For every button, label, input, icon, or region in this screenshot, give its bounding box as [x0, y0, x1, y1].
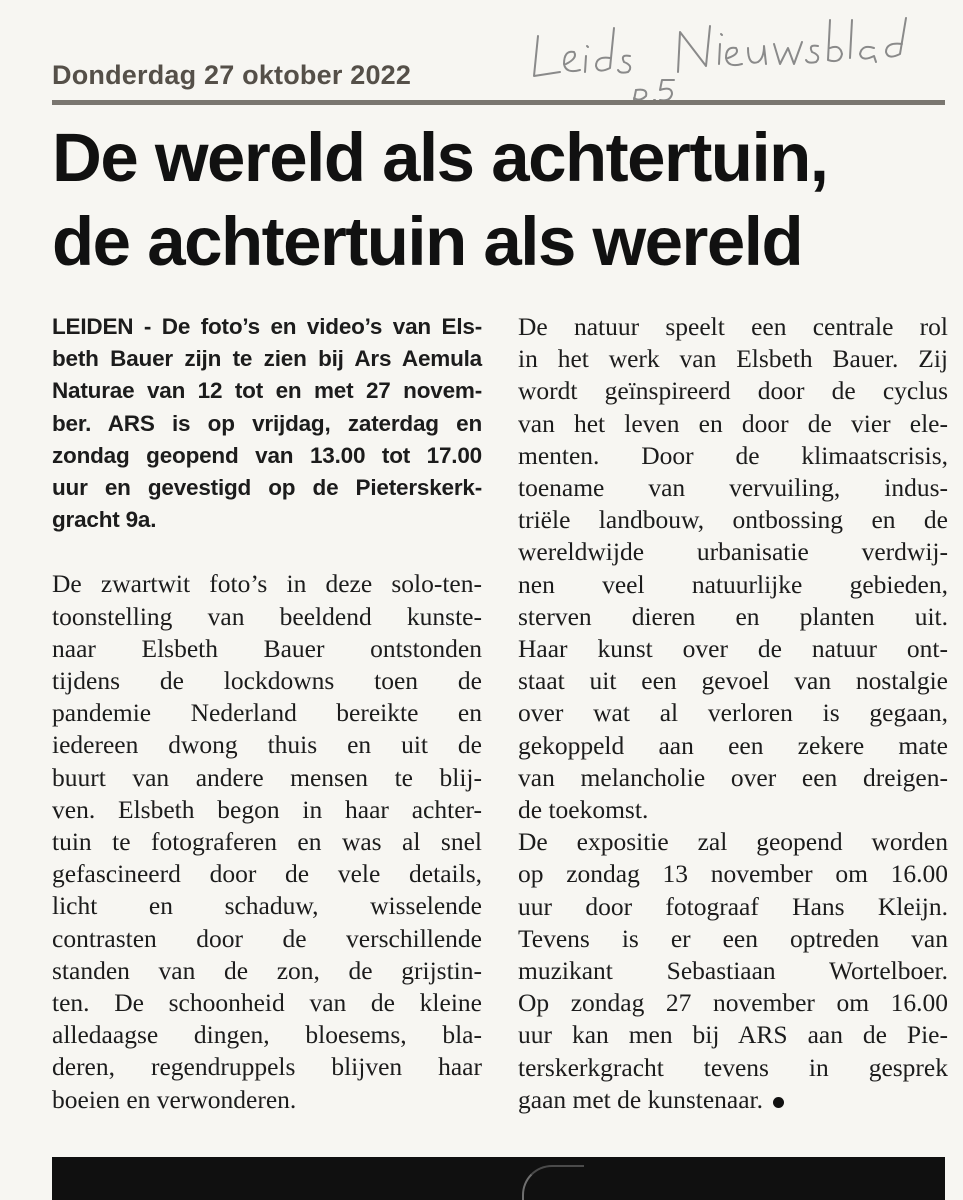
body-line: Haar kunst over de natuur ont- — [518, 634, 948, 664]
article-column-right — [518, 311, 948, 1116]
lead-separator: - — [133, 314, 162, 339]
body-line: wordt geïnspireerd door de cyclus — [518, 376, 948, 406]
body-line: De expositie zal geopend worden — [518, 827, 948, 857]
body-line: pandemie Nederland bereikte en — [52, 698, 482, 728]
lead-line: zondag geopend van 13.00 tot 17.00 — [52, 442, 482, 468]
body-line: terskerkgracht tevens in gesprek — [518, 1052, 948, 1082]
lead-line: beth Bauer zijn te zien bij Ars Aemula — [52, 346, 482, 372]
lead-text: De foto’s en video’s van Els- — [161, 314, 482, 339]
body-paragraph-3 — [518, 826, 948, 1116]
body-line: uur kan men bij ARS aan de Pie- — [518, 1020, 948, 1050]
body-line: naar Elsbeth Bauer ontstonden — [52, 633, 482, 663]
body-line: in het werk van Elsbeth Bauer. Zij — [518, 344, 948, 374]
body-line: toonstelling van beeldend kunste- — [52, 601, 482, 631]
body-line: iedereen dwong thuis en uit de — [52, 730, 482, 760]
body-line: de toekomst. — [518, 795, 649, 825]
header-rule — [52, 100, 945, 105]
article-column-left — [52, 311, 482, 1116]
body-line: over wat al verloren is gegaan, — [518, 698, 948, 728]
body-line: standen van de zon, de grijstin- — [52, 955, 482, 985]
headline-line-1: De wereld als achtertuin, — [52, 119, 828, 196]
body-paragraph-2 — [518, 311, 948, 826]
body-line: De natuur speelt een centrale rol — [518, 312, 948, 341]
body-line: wereldwijde urbanisatie verdwij- — [518, 537, 948, 567]
body-line: triële landbouw, ontbossing en de — [518, 505, 948, 535]
article-headline — [52, 116, 952, 284]
body-line: ten. De schoonheid van de kleine — [52, 988, 482, 1018]
body-line: muzikant Sebastiaan Wortelboer. — [518, 956, 948, 986]
body-line: boeien en verwonderen. — [52, 1084, 297, 1114]
body-line: licht en schaduw, wisselende — [52, 891, 482, 921]
body-line: Op zondag 27 november om 16.00 — [518, 988, 948, 1018]
body-line: menten. Door de klimaatscrisis, — [518, 440, 948, 470]
body-line: Tevens is er een optreden van — [518, 923, 948, 953]
body-line: toename van vervuiling, indus- — [518, 473, 948, 503]
end-of-article-bullet-icon — [773, 1097, 784, 1108]
handwritten-publication-note — [530, 14, 950, 104]
body-line: ven. Elsbeth begon in haar achter- — [52, 794, 482, 824]
lead-line: ber. ARS is op vrijdag, zaterdag en — [52, 410, 482, 436]
body-line: alledaagse dingen, bloesems, bla- — [52, 1020, 482, 1050]
body-line: deren, regendruppels blijven haar — [52, 1052, 482, 1082]
closing-text: gaan met de kunstenaar. — [518, 1084, 763, 1114]
photo-highlight — [522, 1165, 584, 1200]
body-line: sterven dieren en planten uit. — [518, 601, 948, 631]
body-line: buurt van andere mensen te blij- — [52, 762, 482, 792]
body-line: nen veel natuurlijke gebieden, — [518, 569, 948, 599]
lead-line: uur en gevestigd op de Pieterskerk- — [52, 475, 482, 501]
body-line: van melancholie over een dreigen- — [518, 762, 948, 792]
body-line: van het leven en door de vier ele- — [518, 408, 948, 438]
body-line: De zwartwit foto’s in deze solo-ten- — [52, 569, 482, 599]
publication-date: Donderdag 27 oktober 2022 — [52, 60, 412, 90]
body-line: tijdens de lockdowns toen de — [52, 666, 482, 696]
lead-line: gracht 9a. — [52, 507, 157, 533]
headline-line-2: de achtertuin als wereld — [52, 203, 803, 280]
body-line: gefascineerd door de vele details, — [52, 859, 482, 889]
body-line: gekoppeld aan een zekere mate — [518, 730, 948, 760]
body-line: staat uit een gevoel van nostalgie — [518, 666, 948, 696]
body-line: uur door fotograaf Hans Kleijn. — [518, 891, 948, 921]
body-line: contrasten door de verschillende — [52, 923, 482, 953]
body-paragraph-1 — [52, 568, 482, 1115]
body-line — [518, 1084, 948, 1116]
article-lead — [52, 311, 482, 536]
article-photo — [52, 1157, 945, 1200]
lead-place: LEIDEN — [52, 314, 134, 339]
body-line: op zondag 13 november om 16.00 — [518, 859, 948, 889]
lead-line — [52, 311, 482, 343]
body-line: tuin te fotograferen en was al snel — [52, 827, 482, 857]
lead-line: Naturae van 12 tot en met 27 novem- — [52, 378, 482, 404]
